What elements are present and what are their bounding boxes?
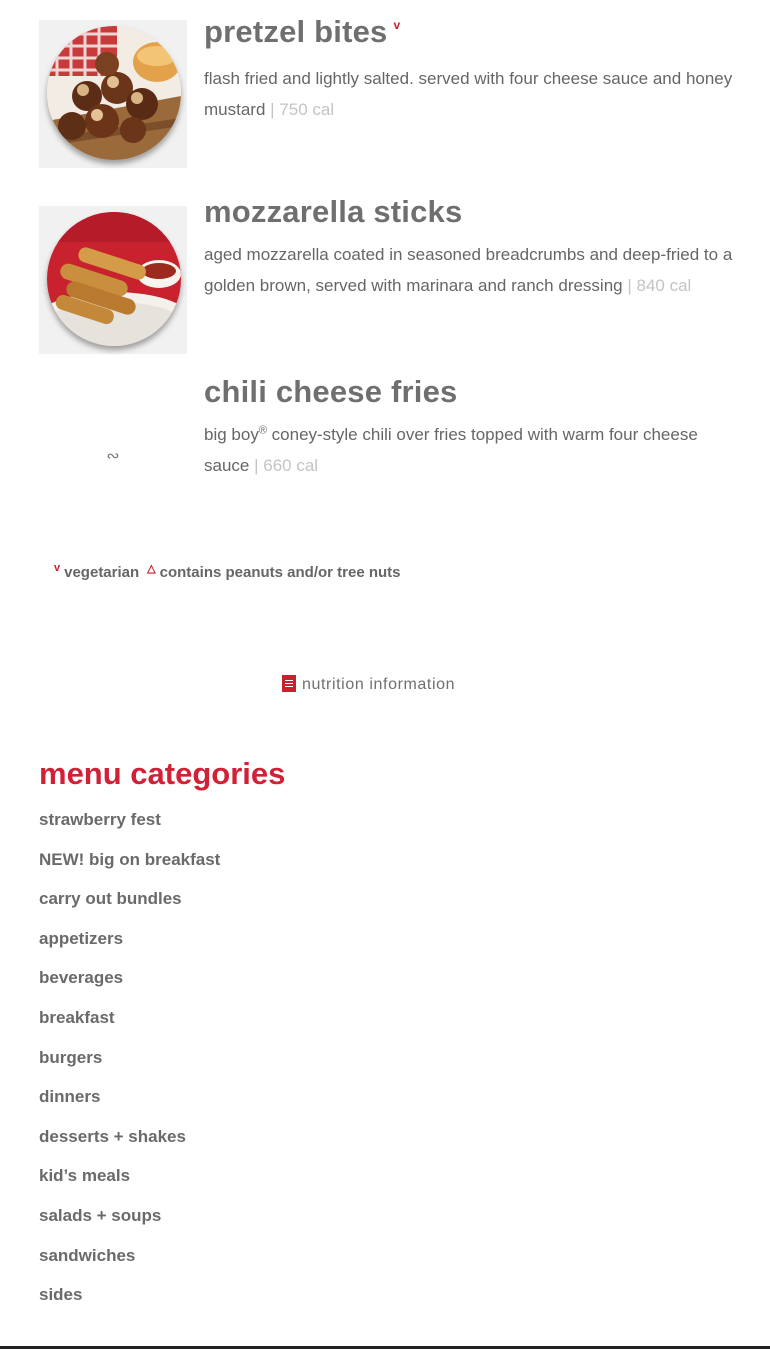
nutrition-information-label: nutrition information: [302, 676, 456, 693]
category-link-salads-soups[interactable]: salads + soups: [39, 1205, 162, 1225]
chili-cheese-fries-image[interactable]: [39, 382, 187, 530]
category-link-burgers[interactable]: burgers: [39, 1047, 103, 1067]
menu-categories-heading: menu categories: [39, 756, 286, 791]
image-loading-icon: ∾: [106, 446, 120, 465]
category-link-sandwiches[interactable]: sandwiches: [39, 1245, 136, 1265]
nutrition-information-link[interactable]: [282, 675, 455, 694]
dietary-legend: [54, 564, 401, 581]
category-link-breakfast[interactable]: breakfast: [39, 1007, 115, 1027]
item-title[interactable]: chili cheese fries: [204, 374, 458, 409]
pretzel-bites-illustration: [47, 26, 181, 160]
item-calories: | 840 cal: [627, 276, 692, 295]
category-link-dinners[interactable]: dinners: [39, 1087, 101, 1107]
mozzarella-sticks-image[interactable]: [39, 206, 187, 354]
item-name: pretzel bites: [204, 14, 388, 49]
vegetarian-mark: v: [393, 18, 401, 32]
item-description-text-rest: coney-style chili over fries topped with warm four cheese sauce: [204, 425, 698, 475]
category-link-appetizers[interactable]: appetizers: [39, 928, 124, 948]
category-link-kids-meals[interactable]: kid’s meals: [39, 1166, 131, 1186]
mozzarella-sticks-photo: [47, 212, 181, 346]
item-description-text: flash fried and lightly salted. served with four cheese sauce and honey mustard: [204, 69, 733, 119]
pretzel-bites-image[interactable]: [39, 20, 187, 168]
pretzel-bites-photo: [47, 26, 181, 160]
menu-categories-list: [39, 806, 220, 1321]
item-calories: | 660 cal: [254, 456, 319, 475]
item-title[interactable]: mozzarella sticks: [204, 194, 463, 229]
vegetarian-mark: v: [54, 562, 61, 574]
item-description: [204, 419, 734, 481]
document-icon: [282, 675, 296, 692]
item-description: [204, 239, 734, 301]
mozzarella-sticks-illustration: [47, 212, 181, 346]
nuts-label: contains peanuts and/or tree nuts: [159, 564, 401, 581]
category-link-sides[interactable]: sides: [39, 1285, 83, 1305]
item-title[interactable]: [204, 14, 400, 50]
item-calories: | 750 cal: [270, 100, 335, 119]
category-link-strawberry-fest[interactable]: strawberry fest: [39, 810, 161, 829]
category-link-carry-out-bundles[interactable]: carry out bundles: [39, 889, 182, 909]
category-link-big-on-breakfast[interactable]: NEW! big on breakfast: [39, 849, 221, 869]
item-description-text: aged mozzarella coated in seasoned breadcrumbs and deep-fried to a golden brown, served with marinara and ranch dressing: [204, 245, 733, 295]
vegetarian-label: vegetarian: [64, 564, 140, 581]
category-link-beverages[interactable]: beverages: [39, 968, 124, 988]
item-description: [204, 63, 734, 125]
registered-mark: ®: [258, 424, 267, 437]
category-link-desserts-shakes[interactable]: desserts + shakes: [39, 1126, 186, 1146]
item-description-text: big boy: [204, 425, 259, 444]
nuts-warning-icon: △: [147, 563, 156, 575]
